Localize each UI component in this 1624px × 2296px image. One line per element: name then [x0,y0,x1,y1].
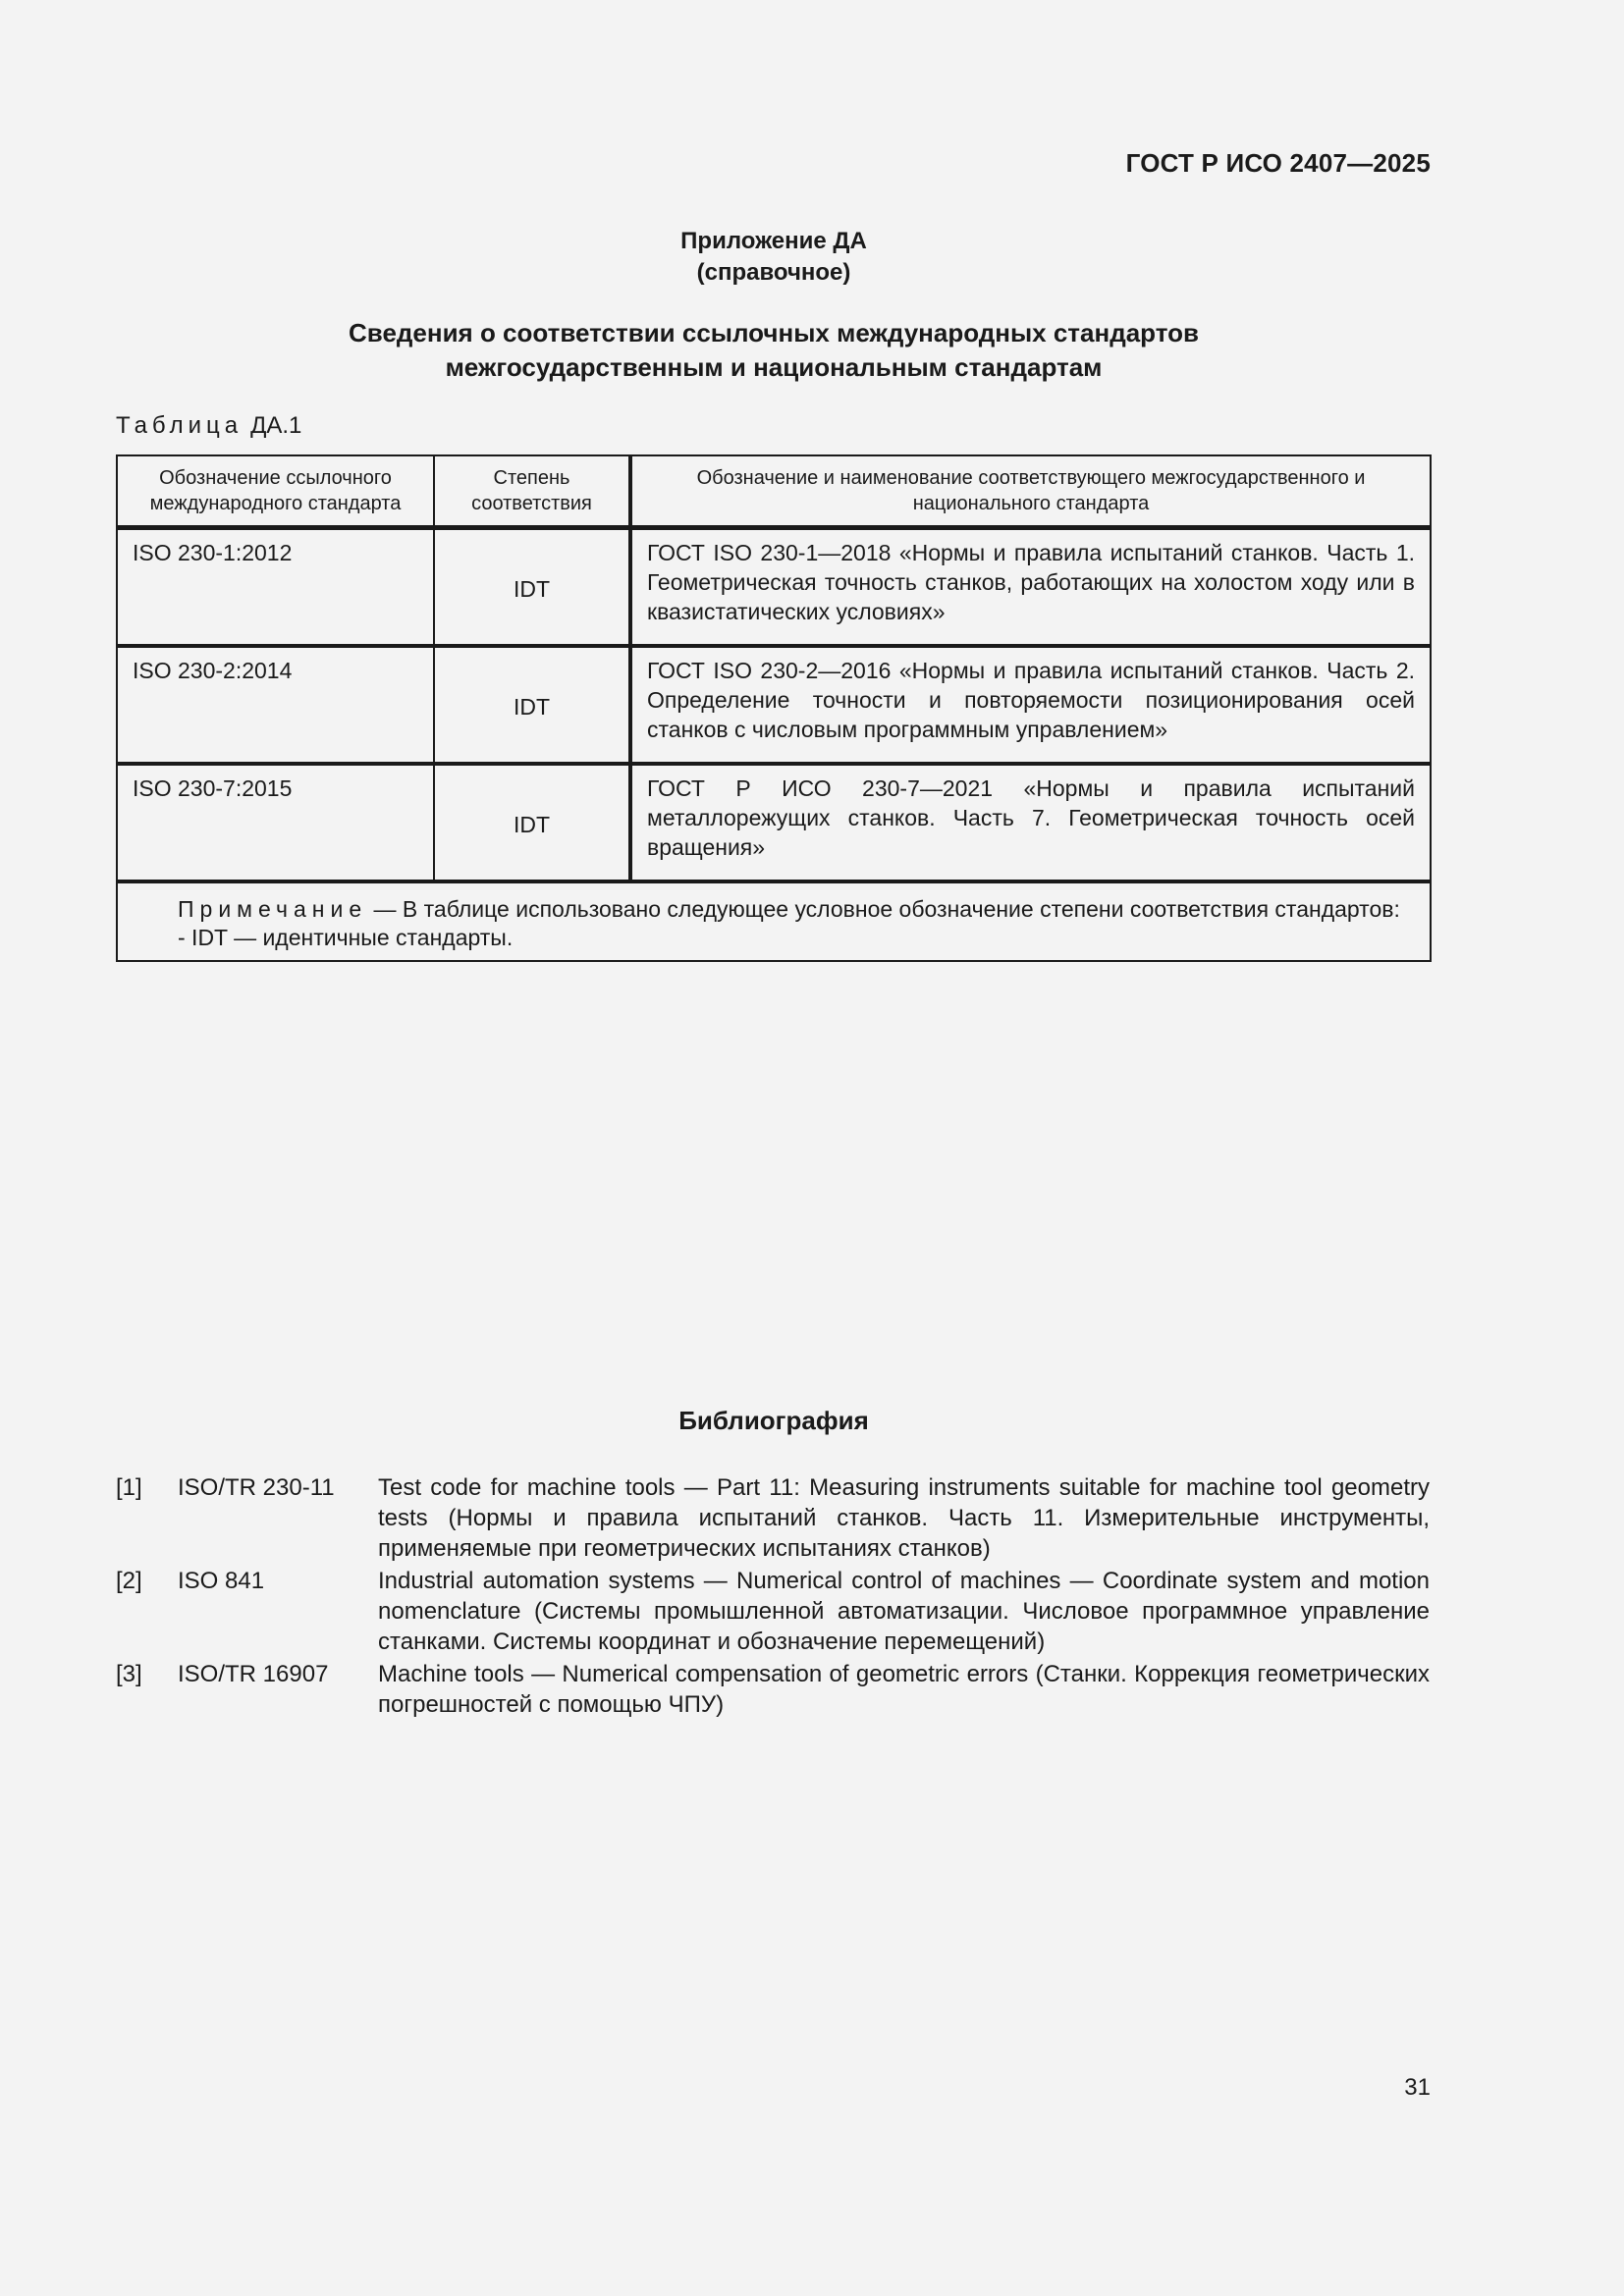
cell-degree: IDT [434,528,630,647]
cell-international-standard: ISO 230-2:2014 [117,646,434,764]
table-caption [116,412,301,440]
note-text: — В таблице использовано следующее условное обозначение степени соответствия стандартов: [373,896,1400,922]
bibliography-reference: ISO/TR 16907 [178,1661,329,1687]
cell-international-standard: ISO 230-1:2012 [117,528,434,647]
bibliography-reference: ISO/TR 230-11 [178,1474,335,1501]
annex-title: Приложение ДА [680,228,867,254]
note-label: Примечание [178,896,368,922]
cell-degree: IDT [434,646,630,764]
bibliography-number: [3] [116,1661,142,1687]
bibliography-list [116,1472,1430,1722]
section-title-line-2: межгосударственным и национальным стандартам [445,352,1103,382]
bibliography-text: Machine tools — Numerical compensation of geometric errors (Станки. Коррекция геометрических погрешностей с помощью ЧПУ) [378,1661,1430,1718]
bibliography-title: Библиография [678,1406,869,1435]
bibliography-text: Test code for machine tools — Part 11: Measuring instruments suitable for machine tool geometry tests (Нормы и правила испытаний станков. Часть 11. Измерительные инструменты, применяемые при геометрических испытаниях станков) [378,1474,1430,1562]
document-code: ГОСТ Р ИСО 2407—2025 [1125,148,1431,178]
table-header-row [117,455,1431,528]
section-title [0,316,1547,385]
bibliography-number: [1] [116,1474,142,1501]
table-row [117,646,1431,764]
table-note [117,881,1431,961]
table-caption-word: Таблица [116,412,244,439]
bibliography-entry [116,1659,1430,1720]
table-caption-number: ДА.1 [250,412,302,439]
table-row [117,528,1431,647]
cell-national-standard: ГОСТ ISO 230-1—2018 «Нормы и правила испытаний станков. Часть 1. Геометрическая точность станков, работающих на холостом ходу или в квазистатических условиях» [630,528,1431,647]
correspondence-table [116,454,1432,962]
bibliography-reference: ISO 841 [178,1568,265,1594]
note-item: - IDT — идентичные стандарты. [178,925,514,950]
table-note-row [117,881,1431,961]
cell-international-standard: ISO 230-7:2015 [117,764,434,881]
annex-heading [0,226,1547,289]
header-degree-of-correspondence: Степень соответствия [434,455,630,528]
cell-national-standard: ГОСТ ISO 230-2—2016 «Нормы и правила испытаний станков. Часть 2. Определение точности и повторяемости позиционирования осей станков с числовым программным управлением» [630,646,1431,764]
bibliography-entry [116,1472,1430,1564]
annex-subtitle: (справочное) [696,259,851,286]
section-title-line-1: Сведения о соответствии ссылочных международных стандартов [349,318,1199,347]
bibliography-entry [116,1566,1430,1657]
cell-degree: IDT [434,764,630,881]
bibliography-number: [2] [116,1568,142,1594]
table-row [117,764,1431,881]
cell-national-standard: ГОСТ Р ИСО 230-7—2021 «Нормы и правила испытаний металлорежущих станков. Часть 7. Геометрическая точность осей вращения» [630,764,1431,881]
page-number: 31 [1404,2074,1431,2101]
header-international-standard: Обозначение ссылочного международного стандарта [117,455,434,528]
header-national-standard: Обозначение и наименование соответствующего межгосударственного и национального стандарта [630,455,1431,528]
bibliography-text: Industrial automation systems — Numerical control of machines — Coordinate system and motion nomenclature (Системы промышленной автоматизации. Числовое программное управление станками. Системы координат и обозначение перемещений) [378,1568,1430,1655]
